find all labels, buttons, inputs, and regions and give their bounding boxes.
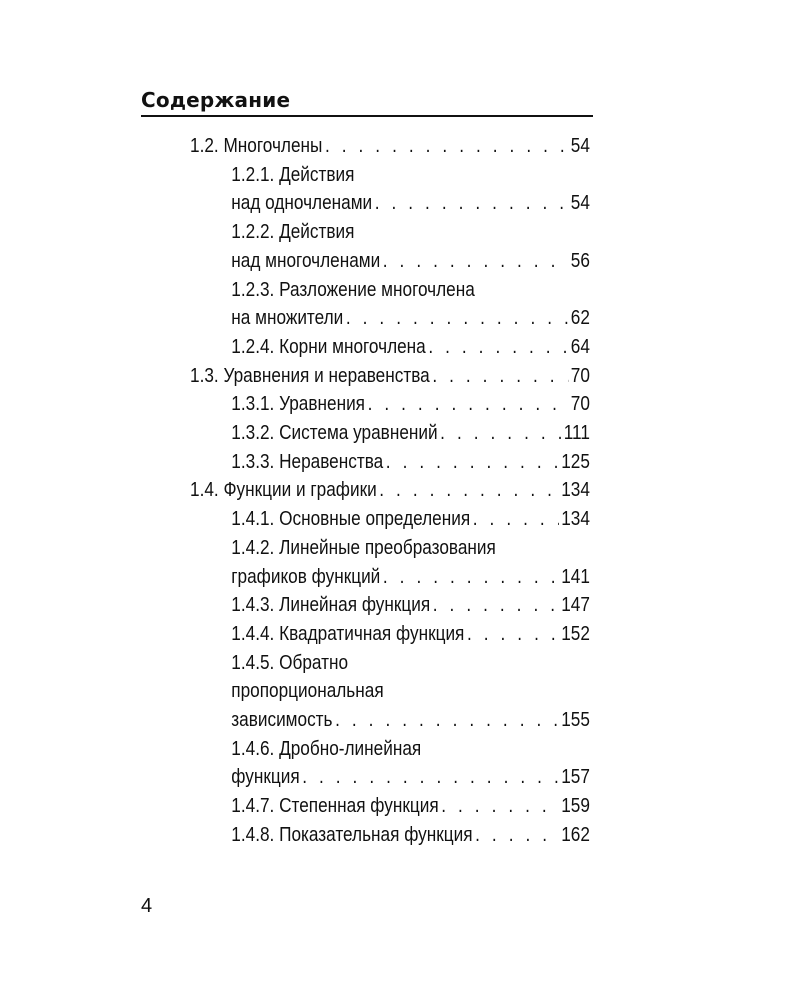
toc-section <box>190 476 590 505</box>
dot-leader <box>428 333 568 362</box>
toc-entry-title: 1.4.1. Основные определения <box>231 508 471 531</box>
toc-subsection <box>190 534 590 591</box>
toc-page-number: 157 <box>561 766 590 789</box>
toc-line <box>231 677 590 706</box>
toc-line <box>190 476 590 505</box>
page-number: 4 <box>141 895 153 917</box>
toc-page-number: 111 <box>563 422 590 445</box>
toc-line <box>231 505 590 534</box>
toc-page-number: 162 <box>561 823 590 846</box>
toc-subsection <box>190 821 590 850</box>
toc-subsection <box>190 735 590 792</box>
toc-line <box>231 649 590 678</box>
dot-leader <box>302 763 558 792</box>
toc-subsection <box>190 419 590 448</box>
dot-leader <box>325 132 568 161</box>
dot-leader <box>335 706 559 735</box>
toc-section <box>190 362 590 391</box>
dot-leader <box>386 448 559 477</box>
toc-page-number: 70 <box>570 393 590 416</box>
toc-entry-title: 1.4.4. Квадратичная функция <box>231 622 465 645</box>
toc-line <box>231 247 590 276</box>
toc-entry-title: 1.4.3. Линейная функция <box>231 594 431 617</box>
dot-leader <box>440 419 561 448</box>
toc-entry-title: 1.4. Функции и графики <box>190 479 377 502</box>
running-header <box>141 88 593 117</box>
dot-leader <box>375 189 568 218</box>
table-of-contents <box>190 132 590 850</box>
toc-line <box>231 419 590 448</box>
toc-line <box>231 333 590 362</box>
toc-subsection <box>190 390 590 419</box>
toc-subsection <box>190 792 590 821</box>
dot-leader <box>383 247 568 276</box>
toc-page-number: 155 <box>561 709 590 732</box>
toc-page-number: 62 <box>570 307 590 330</box>
toc-entry-title: 1.4.6. Дробно-линейная <box>231 737 422 760</box>
toc-entry-title: 1.3.3. Неравенства <box>231 450 384 473</box>
toc-page-number: 147 <box>561 594 590 617</box>
toc-page-number: 159 <box>561 795 590 818</box>
toc-page-number: 54 <box>570 192 590 215</box>
toc-entry-title: 1.3.2. Система уравнений <box>231 422 438 445</box>
dot-leader <box>433 591 559 620</box>
toc-line <box>231 390 590 419</box>
toc-entry-title: 1.2.1. Действия <box>231 163 355 186</box>
toc-line <box>231 763 590 792</box>
toc-subsection <box>190 333 590 362</box>
toc-line <box>231 218 590 247</box>
dot-leader <box>473 505 559 534</box>
toc-line <box>190 132 590 161</box>
toc-page-number: 134 <box>561 508 590 531</box>
toc-subsection <box>190 276 590 333</box>
toc-entry-title: графиков функций <box>231 565 381 588</box>
toc-subsection <box>190 649 590 735</box>
dot-leader <box>475 821 558 850</box>
dot-leader <box>368 390 569 419</box>
toc-line <box>231 792 590 821</box>
toc-entry-title: 1.4.2. Линейные преобразования <box>231 536 496 559</box>
toc-line <box>231 448 590 477</box>
toc-line <box>231 304 590 333</box>
toc-page-number: 134 <box>561 479 590 502</box>
dot-leader <box>379 476 558 505</box>
toc-page-number: 141 <box>561 565 590 588</box>
toc-entry-title: 1.3. Уравнения и неравенства <box>190 364 430 387</box>
toc-page-number: 64 <box>570 335 590 358</box>
toc-subsection <box>190 505 590 534</box>
toc-line <box>231 591 590 620</box>
toc-line <box>231 161 590 190</box>
toc-entry-title: пропорциональная <box>231 680 384 703</box>
toc-entry-title: 1.4.8. Показательная функция <box>231 823 473 846</box>
dot-leader <box>346 304 568 333</box>
toc-line <box>231 189 590 218</box>
toc-page-number: 125 <box>561 450 590 473</box>
toc-page-number: 152 <box>561 622 590 645</box>
toc-line <box>231 563 590 592</box>
toc-entry-title: 1.2.3. Разложение многочлена <box>231 278 475 301</box>
toc-page-number: 56 <box>570 249 590 272</box>
dot-leader <box>467 620 559 649</box>
toc-entry-title: зависимость <box>231 709 333 732</box>
toc-line <box>231 821 590 850</box>
toc-subsection <box>190 161 590 218</box>
toc-entry-title: над одночленами <box>231 192 373 215</box>
toc-line <box>231 706 590 735</box>
toc-line <box>231 276 590 305</box>
toc-entry-title: 1.2. Многочлены <box>190 135 323 157</box>
dot-leader <box>432 362 568 391</box>
toc-subsection <box>190 218 590 275</box>
toc-entry-title: на множители <box>231 307 344 330</box>
toc-entry-title: 1.2.2. Действия <box>231 221 355 244</box>
toc-page-number: 54 <box>570 135 590 157</box>
toc-entry-title: 1.2.4. Корни многочлена <box>231 335 426 358</box>
toc-subsection <box>190 620 590 649</box>
toc-entry-title: над многочленами <box>231 249 381 272</box>
toc-subsection <box>190 448 590 477</box>
toc-line <box>190 362 590 391</box>
toc-entry-title: 1.3.1. Уравнения <box>231 393 366 416</box>
toc-entry-title: 1.4.7. Степенная функция <box>231 795 439 818</box>
toc-line <box>231 534 590 563</box>
toc-section <box>190 132 590 161</box>
dot-leader <box>383 563 559 592</box>
toc-line <box>231 620 590 649</box>
toc-line <box>231 735 590 764</box>
toc-entry-title: функция <box>231 766 300 789</box>
toc-subsection <box>190 591 590 620</box>
dot-leader <box>441 792 558 821</box>
toc-entry-title: 1.4.5. Обратно <box>231 651 349 674</box>
header-title: Содержание <box>141 88 291 112</box>
toc-page-number: 70 <box>570 364 590 387</box>
